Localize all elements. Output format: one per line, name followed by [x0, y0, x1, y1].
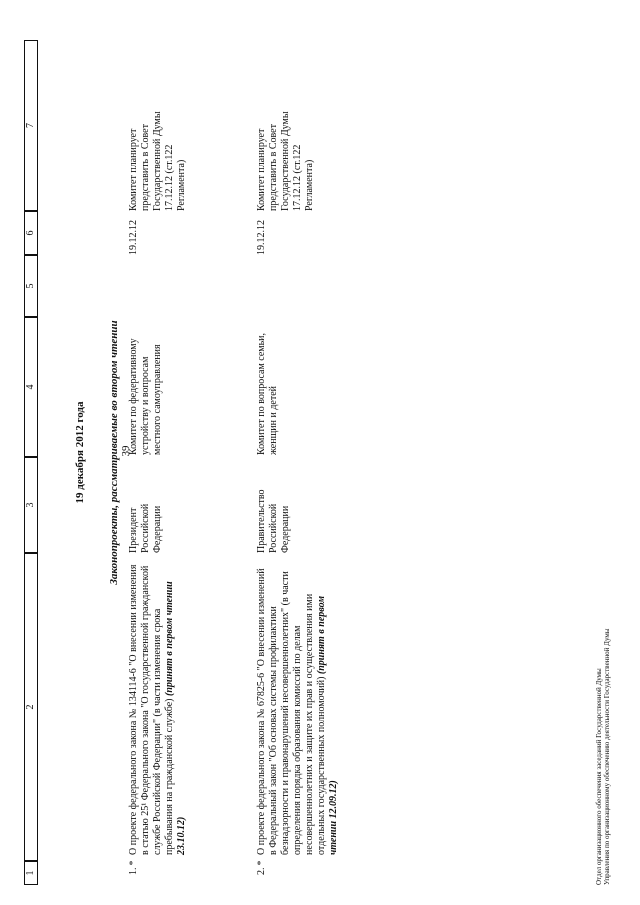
bill-status: (принят в первом чтении 23.10.12)	[164, 581, 187, 855]
initiator: Президент Российской Федерации	[128, 503, 163, 553]
footer-line-1: Отдел организационного обеспечения заседаний Государственной Думы	[595, 668, 603, 885]
consideration-date: 19.12.12	[256, 220, 267, 255]
column-number-2: 2	[24, 553, 38, 861]
footer	[595, 285, 611, 885]
column-number-3: 3	[24, 457, 38, 553]
consideration-date: 19.12.12	[128, 220, 139, 255]
column-number-6: 6	[24, 211, 38, 255]
bill-title: О проекте федерального закона № 134114-6 "О внесении изменения в статью 25¹ Федерального закона "О государственной гражданской службе Российской Федерации" (в части изменения срока пребывания на гражданской службе)	[128, 564, 175, 855]
column-number-7: 7	[24, 40, 38, 211]
initiator: Правительство Российской Федерации	[256, 489, 291, 553]
bill-description	[256, 563, 340, 855]
committee: Комитет по вопросам семьи, женщин и детей	[256, 332, 279, 455]
section-title: Законопроекты, рассматриваемые во втором чтении	[108, 320, 120, 585]
column-number-1: 1	[24, 861, 38, 885]
page-number: 39	[120, 445, 132, 457]
bill-description	[128, 563, 188, 855]
date-heading: 19 декабря 2012 года	[74, 401, 86, 504]
column-number-5: 5	[24, 255, 38, 317]
column-number-4: 4	[24, 317, 38, 457]
committee-note: Комитет планирует представить в Совет Государственной Думы 17.12.12 (ст.122 Регламента)	[128, 111, 187, 211]
row-number: 2.*	[256, 860, 267, 875]
footer-line-2: Управления по организационному обеспечению деятельности Государственной Думы	[603, 628, 611, 885]
committee: Комитет по федеративному устройству и вопросам местного самоуправления	[128, 338, 163, 455]
row-number: 1.*	[128, 860, 139, 875]
committee-note: Комитет планирует представить в Совет Государственной Думы 17.12.12 (ст.122 Регламента)	[256, 111, 315, 211]
bill-status: (принят в первом чтении 12.09.12)	[316, 595, 339, 855]
column-number-header	[24, 0, 38, 885]
bill-title: О проекте федерального закона № 67825-6 "О внесении изменений в Федеральный закон "Об основах системы профилактики безнадзорности и правонарушений несовершеннолетних" (в части определения порядка образования комиссий по делам несовершеннолетних и защите их прав и осуществления ими отдельных государственных полномочий)	[256, 568, 327, 855]
